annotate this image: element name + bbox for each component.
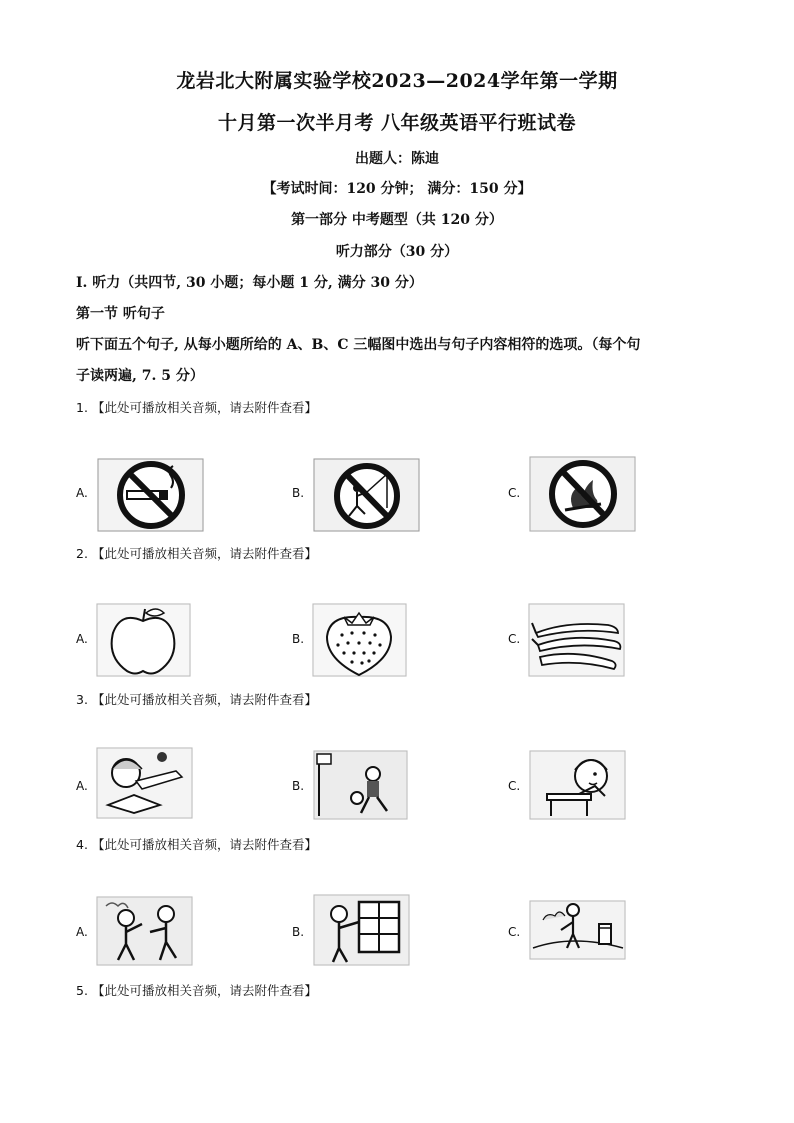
option-label-c[interactable]: C. [508, 632, 521, 646]
boy-studying-at-desk-icon[interactable] [529, 750, 626, 820]
person-cleaning-window-icon[interactable] [313, 894, 410, 966]
people-fighting-icon[interactable] [96, 896, 193, 966]
option-label-a[interactable]: A. [76, 632, 88, 646]
question-number: 5. [76, 983, 88, 998]
instruction-line2: 子读两遍, 7. 5 分） [76, 368, 204, 384]
question-2 [76, 544, 317, 562]
sub-heading: 第一节 听句子 [76, 306, 165, 322]
option-label-c[interactable]: C. [508, 779, 521, 793]
author-line: 出题人：陈迪 [355, 151, 439, 167]
person-throwing-litter-icon[interactable] [529, 900, 626, 960]
exam-title-line1: 龙岩北大附属实验学校2023—2024学年第一学期 [176, 70, 618, 92]
strawberry-icon[interactable] [312, 603, 407, 677]
question-number: 3. [76, 692, 88, 707]
audio-note: 【此处可播放相关音频，请去附件查看】 [91, 983, 317, 998]
bananas-icon[interactable] [528, 603, 625, 677]
listening-part-heading: 听力部分（30 分） [335, 244, 459, 260]
girl-reading-icon[interactable] [96, 747, 193, 819]
question-5 [76, 981, 317, 999]
section-heading: Ⅰ. 听力（共四节, 30 小题；每小题 1 分, 满分 30 分） [76, 275, 423, 291]
option-label-b[interactable]: B. [292, 632, 305, 646]
audio-note: 【此处可播放相关音频，请去附件查看】 [91, 692, 317, 707]
question-number: 2. [76, 546, 88, 561]
exam-title-line2: 十月第一次半月考 八年级英语平行班试卷 [217, 112, 577, 134]
instruction-line1: 听下面五个句子, 从每小题所给的 A、B、C 三幅图中选出与句子内容相符的选项。（每个句 [76, 337, 641, 353]
no-fire-icon[interactable] [529, 456, 636, 532]
audio-note: 【此处可播放相关音频，请去附件查看】 [91, 837, 317, 852]
no-smoking-icon[interactable] [97, 458, 204, 532]
question-3 [76, 690, 317, 708]
boy-playing-basketball-icon[interactable] [313, 750, 408, 820]
option-label-c[interactable]: C. [508, 486, 521, 500]
question-number: 4. [76, 837, 88, 852]
option-label-a[interactable]: A. [76, 925, 88, 939]
question-1 [76, 398, 317, 416]
question-number: 1. [76, 400, 88, 415]
part1-heading: 第一部分 中考题型（共 120 分） [291, 212, 503, 228]
option-label-a[interactable]: A. [76, 779, 88, 793]
option-label-b[interactable]: B. [292, 779, 305, 793]
timing-line: 【考试时间：120 分钟； 满分：150 分】 [262, 181, 532, 197]
option-label-b[interactable]: B. [292, 925, 305, 939]
option-label-c[interactable]: C. [508, 925, 521, 939]
audio-note: 【此处可播放相关音频，请去附件查看】 [91, 546, 317, 561]
question-4 [76, 835, 317, 853]
apple-icon[interactable] [96, 603, 191, 677]
option-label-b[interactable]: B. [292, 486, 305, 500]
no-fishing-icon[interactable] [313, 458, 420, 532]
option-label-a[interactable]: A. [76, 486, 88, 500]
audio-note: 【此处可播放相关音频，请去附件查看】 [91, 400, 317, 415]
